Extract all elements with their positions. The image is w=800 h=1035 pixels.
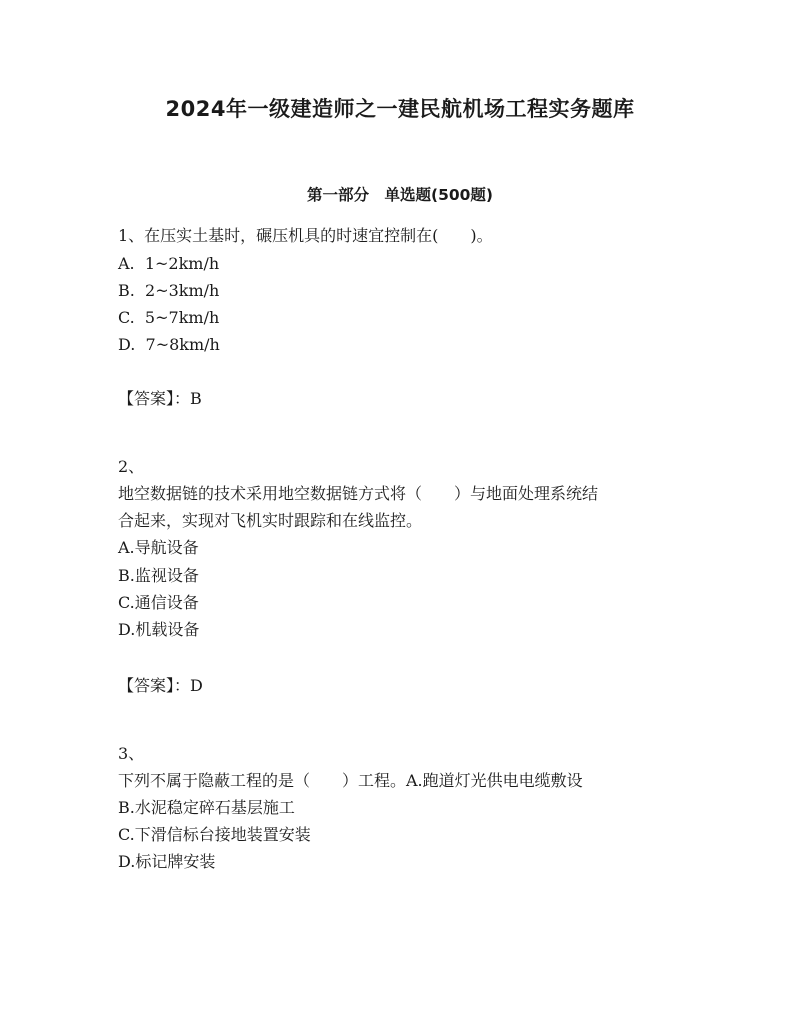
question-3-option-c: C.下滑信标台接地装置安装	[118, 825, 311, 844]
question-2-option-d: D.机载设备	[118, 620, 200, 639]
question-2-answer: 【答案】：D	[118, 676, 203, 695]
question-2-option-b: B.监视设备	[118, 566, 199, 585]
question-2-stem-line-2: 合起来，实现对飞机实时跟踪和在线监控。	[118, 511, 423, 530]
question-1-option-a: A. 1~2km/h	[118, 254, 220, 273]
question-1-stem: 1、在压实土基时，碾压机具的时速宜控制在( )。	[118, 226, 493, 245]
question-3-option-d: D.标记牌安装	[118, 852, 216, 871]
question-3-option-b: B.水泥稳定碎石基层施工	[118, 798, 295, 817]
question-1-option-b: B. 2~3km/h	[118, 281, 220, 300]
question-3-number: 3、	[118, 744, 145, 763]
document-title: 2024年一级建造师之一建民航机场工程实务题库	[165, 97, 635, 121]
question-2-option-a: A.导航设备	[118, 538, 199, 557]
section-heading: 第一部分 单选题(500题)	[306, 186, 494, 204]
question-2-option-c: C.通信设备	[118, 593, 199, 612]
question-1-option-d: D. 7~8km/h	[118, 335, 220, 354]
question-3-stem-line-1: 下列不属于隐蔽工程的是（ ）工程。A.跑道灯光供电电缆敷设	[118, 771, 583, 790]
question-1-answer: 【答案】：B	[118, 389, 202, 408]
question-1-option-c: C. 5~7km/h	[118, 308, 220, 327]
question-2-stem-line-1: 地空数据链的技术采用地空数据链方式将（ ）与地面处理系统结	[118, 484, 599, 503]
question-2-number: 2、	[118, 457, 145, 476]
